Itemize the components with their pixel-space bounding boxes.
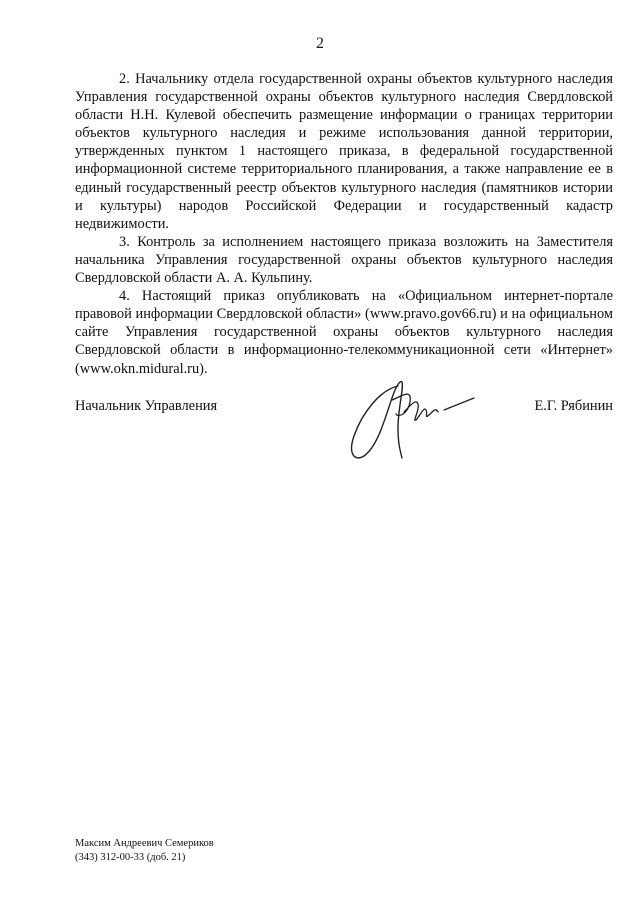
paragraph-item-4: 4. Настоящий приказ опубликовать на «Официальном интернет-портале правовой информации Свердловской области» (www.pravo.gov66.ru) и на официальном сайте Управления государственной охраны объектов культурного наследия Свердловской области в информационно-телекоммуникационной сети «Интернет» (www.okn.midural.ru). [75,288,613,377]
paragraph-item-3: 3. Контроль за исполнением настоящего приказа возложить на Заместителя начальника Управления государственной охраны объектов культурного наследия Свердловской области А. А. Кульпину. [75,233,613,287]
executor-phone: (343) 312-00-33 (доб. 21) [75,852,186,863]
document-body [75,70,613,378]
signer-name: Е.Г. Рябинин [534,398,613,414]
signer-title: Начальник Управления [75,398,218,414]
handwritten-signature [340,358,540,468]
signature-block [75,398,613,498]
paragraph-item-2: 2. Начальнику отдела государственной охраны объектов культурного наследия Управления государственной охраны объектов культурного наследия Свердловской области Н.Н. Кулевой обеспечить размещение информации о границах территории объектов культурного наследия и режиме использования данной территории, утвержденных пунктом 1 настоящего приказа, в федеральной государственной информационной системе территориального планирования, а также направление ее в единый государственный реестр объектов культурного наследия (памятников истории и культуры) народов Российской Федерации и государственный кадастр недвижимости. [75,71,613,232]
executor-name: Максим Андреевич Семериков [75,838,214,849]
executor-info [75,837,214,865]
page-number: 2 [316,35,324,52]
